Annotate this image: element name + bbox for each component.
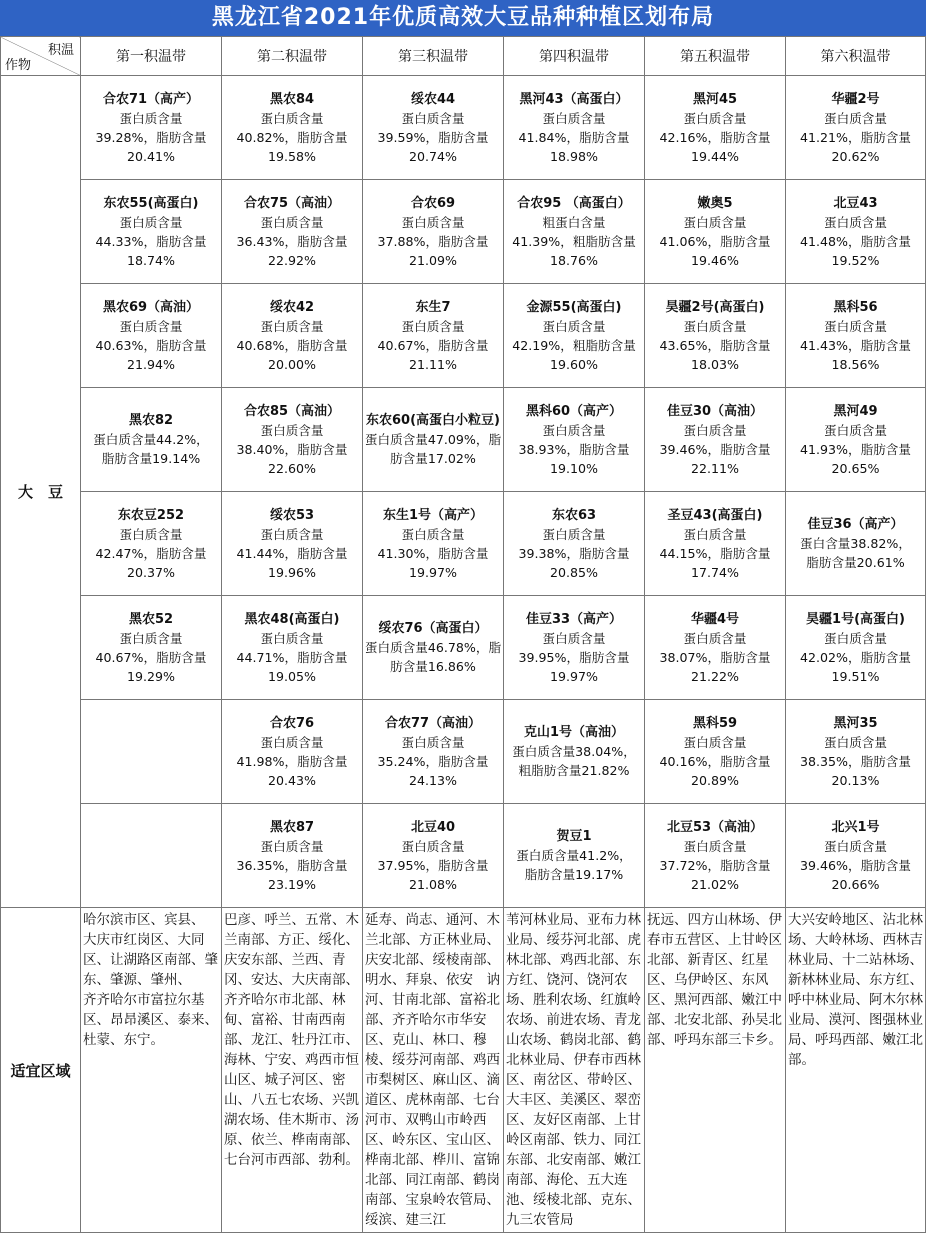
variety-name: 华疆4号: [690, 611, 740, 627]
variety-name: 东农豆252: [117, 507, 185, 523]
region-label: 适宜区域: [1, 908, 81, 1233]
variety-row: [1, 180, 926, 284]
variety-content: 蛋白质含量 39.38%，脂肪含量 20.85%: [518, 526, 630, 580]
variety-cell: [363, 284, 504, 388]
variety-name: 华疆2号: [831, 91, 880, 107]
variety-content: 蛋白质含量 40.67%，脂肪含量 21.11%: [377, 318, 489, 372]
variety-content: 蛋白质含量 38.35%，脂肪含量 20.13%: [800, 734, 911, 788]
variety-content: 蛋白质含量 40.16%，脂肪含量 20.89%: [659, 734, 771, 788]
variety-name: 嫩奥5: [697, 195, 733, 211]
variety-name: 黑农69（高油）: [102, 299, 200, 315]
variety-row: [1, 596, 926, 700]
variety-name: 合农85（高油）: [243, 403, 341, 419]
variety-cell: [645, 804, 786, 908]
variety-name: 合农71（高产）: [102, 91, 200, 107]
variety-name: 合农95 （高蛋白）: [517, 195, 631, 211]
variety-content: 蛋白质含量 44.33%，脂肪含量 18.74%: [95, 214, 207, 268]
variety-cell: [504, 804, 645, 908]
variety-content: 蛋白质含量 41.06%，脂肪含量 19.46%: [659, 214, 771, 268]
variety-content: 蛋白质含量 39.28%，脂肪含量 20.41%: [95, 110, 207, 164]
variety-name: 贺豆1: [556, 829, 592, 844]
variety-name: 北兴1号: [831, 819, 880, 835]
variety-cell: [363, 596, 504, 700]
variety-name: 合农69: [410, 195, 456, 211]
variety-name: 东农60(高蛋白小粒豆): [366, 413, 500, 428]
region-cell: 哈尔滨市区、宾县、 大庆市红岗区、大同区、让湖路区南部、肇东、肇源、肇州、 齐齐哈尔市富拉尔基区、昂昂溪区、泰来、杜蒙、东宁。: [81, 908, 222, 1233]
variety-content: 蛋白质含量44.2%， 脂肪含量19.14%: [93, 432, 209, 466]
variety-cell: [81, 804, 222, 908]
variety-name: 昊疆2号(高蛋白): [665, 299, 765, 315]
variety-name: 黑科56: [833, 299, 878, 315]
variety-content: 蛋白质含量 41.44%，脂肪含量 19.96%: [236, 526, 348, 580]
variety-name: 东生1号（高产）: [382, 507, 484, 523]
variety-content: 蛋白质含量 37.88%，脂肪含量 21.09%: [377, 214, 489, 268]
variety-cell: [81, 284, 222, 388]
region-cell: 抚远、四方山林场、伊春市五营区、上甘岭区北部、新青区、红星区、乌伊岭区、东风区、黑河西部、嫩江中部、北安北部、孙吴北部、呼玛东部三卡乡。: [645, 908, 786, 1233]
variety-name: 黑河45: [692, 91, 738, 107]
variety-cell: [363, 76, 504, 180]
variety-cell: [504, 180, 645, 284]
variety-content: 蛋白质含量 39.46%，脂肪含量 22.11%: [659, 422, 771, 476]
variety-content: 蛋白质含量 36.43%，脂肪含量 22.92%: [236, 214, 348, 268]
variety-table: [0, 36, 926, 1233]
variety-content: 蛋白质含量 41.43%，脂肪含量 18.56%: [800, 318, 911, 372]
variety-name: 北豆53（高油）: [666, 819, 764, 835]
variety-cell: [786, 180, 926, 284]
variety-name: 合农75（高油）: [243, 195, 341, 211]
variety-cell: [504, 284, 645, 388]
variety-cell: [81, 596, 222, 700]
zone-header-3: 第三积温带: [363, 37, 504, 76]
variety-name: 黑农82: [128, 413, 174, 428]
variety-content: 粗蛋白含量 41.39%，粗脂肪含量18.76%: [512, 214, 636, 268]
variety-row: [1, 388, 926, 492]
variety-name: 合农77（高油）: [384, 715, 482, 731]
variety-cell: [81, 180, 222, 284]
variety-content: 蛋白质含量 41.98%，脂肪含量 20.43%: [236, 734, 348, 788]
zone-header-2: 第二积温带: [222, 37, 363, 76]
variety-name: 昊疆1号(高蛋白): [806, 611, 905, 627]
variety-cell: [504, 76, 645, 180]
variety-cell: [363, 492, 504, 596]
region-cell: 大兴安岭地区、沾北林场、大岭林场、西林吉林业局、十二站林场、新林林业局、东方红、呼中林业局、阿木尔林业局、漠河、图强林业局、呼玛西部、嫩江北部。: [786, 908, 926, 1233]
variety-name: 绥农44: [410, 91, 456, 107]
variety-content: 蛋白质含量 41.48%，脂肪含量 19.52%: [800, 214, 911, 268]
variety-content: 蛋白质含量47.09%，脂肪含量17.02%: [364, 432, 502, 466]
zone-header-4: 第四积温带: [504, 37, 645, 76]
variety-name: 金源55(高蛋白): [526, 299, 622, 315]
variety-content: 蛋白质含量41.2%， 脂肪含量19.17%: [516, 848, 632, 882]
variety-name: 黑河35: [833, 715, 878, 731]
variety-cell: [81, 76, 222, 180]
variety-name: 圣豆43(高蛋白): [667, 507, 763, 523]
variety-content: 蛋白质含量 38.07%，脂肪含量 21.22%: [659, 630, 771, 684]
variety-content: 蛋白质含量46.78%，脂肪含量16.86%: [364, 640, 502, 674]
variety-cell: [786, 492, 926, 596]
variety-content: 蛋白质含量 43.65%，脂肪含量 18.03%: [659, 318, 771, 372]
variety-cell: [504, 596, 645, 700]
page-title: 黑龙江省2021年优质高效大豆品种种植区划布局: [0, 0, 926, 36]
crop-label: 大 豆: [1, 76, 81, 908]
variety-cell: [222, 284, 363, 388]
variety-cell: [786, 804, 926, 908]
variety-cell: [363, 388, 504, 492]
variety-name: 佳豆30（高油）: [666, 403, 764, 419]
variety-cell: [363, 700, 504, 804]
variety-name: 绥农42: [269, 299, 315, 315]
variety-name: 黑科60（高产）: [525, 403, 623, 419]
zone-header-5: 第五积温带: [645, 37, 786, 76]
variety-cell: [222, 596, 363, 700]
variety-row: [1, 700, 926, 804]
variety-name: 东农55(高蛋白): [103, 195, 199, 211]
variety-content: 蛋白质含量 38.93%，脂肪含量 19.10%: [518, 422, 630, 476]
variety-content: 蛋白质含量 41.84%，脂肪含量 18.98%: [518, 110, 630, 164]
variety-cell: [81, 492, 222, 596]
variety-content: 蛋白质含量 39.95%，脂肪含量 19.97%: [518, 630, 630, 684]
variety-cell: [504, 492, 645, 596]
variety-cell: [222, 388, 363, 492]
variety-content: 蛋白质含量 41.30%，脂肪含量 19.97%: [377, 526, 489, 580]
variety-cell: [786, 700, 926, 804]
variety-cell: [786, 388, 926, 492]
variety-content: 蛋白质含量 37.72%，脂肪含量 21.02%: [659, 838, 771, 892]
zone-header-6: 第六积温带: [786, 37, 926, 76]
variety-name: 东生7: [415, 299, 451, 315]
variety-cell: [645, 492, 786, 596]
variety-content: 蛋白质含量 42.02%，脂肪含量 19.51%: [800, 630, 911, 684]
variety-cell: [81, 700, 222, 804]
variety-cell: [786, 284, 926, 388]
variety-cell: [786, 76, 926, 180]
corner-label-zone: 积温: [47, 43, 74, 58]
variety-name: 黑河43（高蛋白）: [519, 91, 629, 107]
variety-row: [1, 76, 926, 180]
variety-row: [1, 284, 926, 388]
variety-name: 北豆43: [833, 195, 878, 211]
variety-name: 绥农53: [269, 507, 315, 523]
variety-cell: [222, 700, 363, 804]
variety-cell: [222, 492, 363, 596]
variety-name: 黑农48(高蛋白): [244, 611, 340, 627]
variety-cell: [645, 388, 786, 492]
variety-content: 蛋白质含量 42.47%，脂肪含量 20.37%: [95, 526, 207, 580]
table-body: [1, 37, 926, 1233]
variety-content: 蛋白质含量 40.68%，脂肪含量 20.00%: [236, 318, 348, 372]
variety-content: 蛋白质含量 37.95%，脂肪含量 21.08%: [377, 838, 489, 892]
variety-content: 蛋白质含量 40.67%，脂肪含量 19.29%: [95, 630, 207, 684]
variety-content: 蛋白质含量38.04%， 粗脂肪含量21.82%: [512, 744, 636, 778]
variety-content: 蛋白质含量 42.19%，粗脂肪含量19.60%: [512, 318, 636, 372]
variety-cell: [222, 804, 363, 908]
variety-name: 黑农52: [128, 611, 174, 627]
header-row: [1, 37, 926, 76]
region-cell: 延寿、尚志、通河、木兰北部、方正林业局、庆安北部、绥棱南部、明水、拜泉、依安 讷河、甘南北部、富裕北部、齐齐哈尔市华安区、克山、林口、穆棱、绥芬河南部、鸡西市梨树区、麻山区、滴道区、虎林南部、七台河市、双鸭山市岭西区、岭东区、宝山区、桦南北部、桦川、富锦北部、同江南部、鹤岗南部、宝泉岭农管局、绥滨、建三江: [363, 908, 504, 1233]
variety-content: 蛋白质含量 38.40%，脂肪含量 22.60%: [236, 422, 348, 476]
variety-cell: [645, 700, 786, 804]
variety-cell: [81, 388, 222, 492]
variety-name: 克山1号（高油）: [523, 725, 625, 740]
variety-cell: [222, 180, 363, 284]
variety-name: 合农76: [269, 715, 315, 731]
variety-content: 蛋白质含量 41.21%，脂肪含量 20.62%: [800, 110, 911, 164]
variety-row: [1, 492, 926, 596]
variety-content: 蛋白质含量 39.59%，脂肪含量 20.74%: [377, 110, 489, 164]
variety-cell: [645, 180, 786, 284]
region-row: [1, 908, 926, 1233]
variety-name: 黑农87: [269, 819, 315, 835]
variety-cell: [363, 804, 504, 908]
variety-cell: [786, 596, 926, 700]
region-cell: 苇河林业局、亚布力林业局、绥芬河北部、虎林北部、鸡西北部、东方红、饶河、饶河农场、胜利农场、红旗岭农场、前进农场、青龙山农场、鹤岗北部、鹤北林业局、伊春市西林区、南岔区、带岭区、大丰区、美溪区、翠峦区、友好区南部、上甘岭区南部、铁力、同江东部、北安南部、嫩江南部、海伦、五大连池、绥棱北部、克东、九三农管局: [504, 908, 645, 1233]
variety-name: 绥农76（高蛋白）: [378, 621, 488, 636]
variety-content: 蛋白质含量 40.82%，脂肪含量 19.58%: [236, 110, 348, 164]
variety-cell: [645, 76, 786, 180]
variety-cell: [222, 76, 363, 180]
variety-content: 蛋白质含量 40.63%，脂肪含量 21.94%: [95, 318, 207, 372]
variety-cell: [645, 596, 786, 700]
variety-cell: [504, 700, 645, 804]
variety-name: 黑河49: [833, 403, 878, 419]
variety-name: 佳豆33（高产）: [525, 611, 623, 627]
corner-cell: [1, 37, 81, 76]
region-cell: 巴彦、呼兰、五常、木兰南部、方正、绥化、庆安东部、兰西、青冈、安达、大庆南部、齐齐哈尔市北部、林甸、富裕、甘南西南部、龙江、牡丹江市、海林、宁安、鸡西市恒山区、城子河区、密山、八五七农场、兴凯湖农场、佳木斯市、汤原、依兰、桦南南部、七台河市西部、勃利。: [222, 908, 363, 1233]
variety-content: 蛋白含量38.82%， 脂肪含量20.61%: [800, 536, 911, 570]
variety-content: 蛋白质含量 35.24%，脂肪含量 24.13%: [377, 734, 489, 788]
variety-name: 黑农84: [269, 91, 315, 107]
variety-content: 蛋白质含量 44.15%，脂肪含量 17.74%: [659, 526, 771, 580]
variety-cell: [645, 284, 786, 388]
variety-content: 蛋白质含量 39.46%，脂肪含量 20.66%: [800, 838, 911, 892]
corner-label-crop: 作物: [5, 58, 32, 73]
variety-name: 北豆40: [410, 819, 456, 835]
zone-header-1: 第一积温带: [81, 37, 222, 76]
variety-name: 黑科59: [692, 715, 738, 731]
variety-content: 蛋白质含量 42.16%，脂肪含量 19.44%: [659, 110, 771, 164]
variety-content: 蛋白质含量 36.35%，脂肪含量 23.19%: [236, 838, 348, 892]
variety-row: [1, 804, 926, 908]
variety-cell: [504, 388, 645, 492]
variety-cell: [363, 180, 504, 284]
variety-name: 东农63: [551, 507, 597, 523]
variety-content: 蛋白质含量 41.93%，脂肪含量 20.65%: [800, 422, 911, 476]
variety-content: 蛋白质含量 44.71%，脂肪含量 19.05%: [236, 630, 348, 684]
variety-name: 佳豆36（高产）: [807, 517, 904, 532]
